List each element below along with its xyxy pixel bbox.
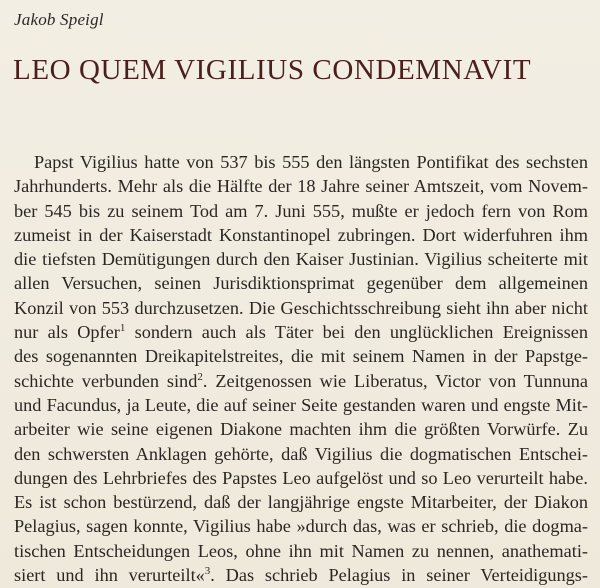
text-line: zumeist in der Kaiserstadt Konstantinopel zubringen. Dort widerfuhren ihm bbox=[14, 224, 588, 245]
text-line bbox=[14, 369, 588, 393]
text-segment: schichte verbunden sind bbox=[14, 370, 198, 391]
article-title: LEO QUEM VIGILIUS CONDEMNAVIT bbox=[13, 54, 532, 86]
text-line: Es ist schon bestürzend, daß der langjährige engste Mitarbeiter, der Diakon bbox=[14, 492, 588, 513]
text-line: und Facundus, ja Leute, die auf seiner Seite gestanden waren und engste Mit- bbox=[14, 394, 588, 415]
text-line: dungen des Lehrbriefes des Papstes Leo aufgelöst und so Leo verurteilt habe. bbox=[14, 467, 588, 488]
text-line: Papst Vigilius hatte von 537 bis 555 den längsten Pontifikat des sechsten bbox=[34, 152, 588, 172]
footnote-ref-3[interactable]: 3 bbox=[204, 564, 211, 577]
text-line: des sogenannten Dreikapitelstreites, die mit seinem Namen in der Papstge- bbox=[14, 346, 588, 367]
text-line bbox=[14, 320, 588, 344]
text-line: Jahrhunderts. Mehr als die Hälfte der 18 Jahre seiner Amtszeit, vom Novem- bbox=[14, 176, 588, 197]
text-line: Konzil von 553 durchzusetzen. Die Geschichtsschreibung sieht ihn aber nicht bbox=[14, 297, 588, 318]
text-line: tischen Entscheidungen Leos, ohne ihn mit Namen zu nennen, anathemati- bbox=[14, 540, 588, 561]
text-line: den schwersten Anklagen gehörte, daß Vigilius die dogmatischen Entschei- bbox=[14, 443, 588, 464]
text-segment: siert und ihn verurteilt« bbox=[14, 565, 205, 586]
text-segment: nur als Opfer bbox=[14, 322, 120, 343]
footnote-ref-2[interactable]: 2 bbox=[197, 370, 203, 383]
running-head-author: Jakob Speigl bbox=[14, 10, 104, 29]
text-segment: . Das schrieb Pelagius in seiner Verteidigungs- bbox=[210, 565, 588, 586]
text-segment: sondern auch als Täter bei den unglücklichen Ereignissen bbox=[125, 322, 588, 343]
text-line bbox=[14, 563, 588, 587]
text-line: die tiefsten Demütigungen durch den Kaiser Justinian. Vigilius scheiterte mit bbox=[14, 249, 588, 270]
text-segment: . Zeitgenossen wie Liberatus, Victor von Tunnuna bbox=[202, 370, 588, 391]
text-line: ber 545 bis zu seinem Tod am 7. Juni 555, mußte er jedoch fern von Rom bbox=[14, 200, 588, 221]
text-line: Pelagius, sagen konnte, Vigilius habe »durch das, was er schrieb, die dogma- bbox=[14, 516, 588, 537]
body-paragraph bbox=[14, 150, 588, 587]
text-line: arbeiter wie seine eigenen Diakone machten ihm die größten Vorwürfe. Zu bbox=[14, 419, 588, 440]
footnote-ref-1[interactable]: 1 bbox=[119, 321, 126, 334]
text-line: allen Versuchen, seinen Jurisdiktionsprimat gegenüber dem allgemeinen bbox=[14, 273, 588, 294]
